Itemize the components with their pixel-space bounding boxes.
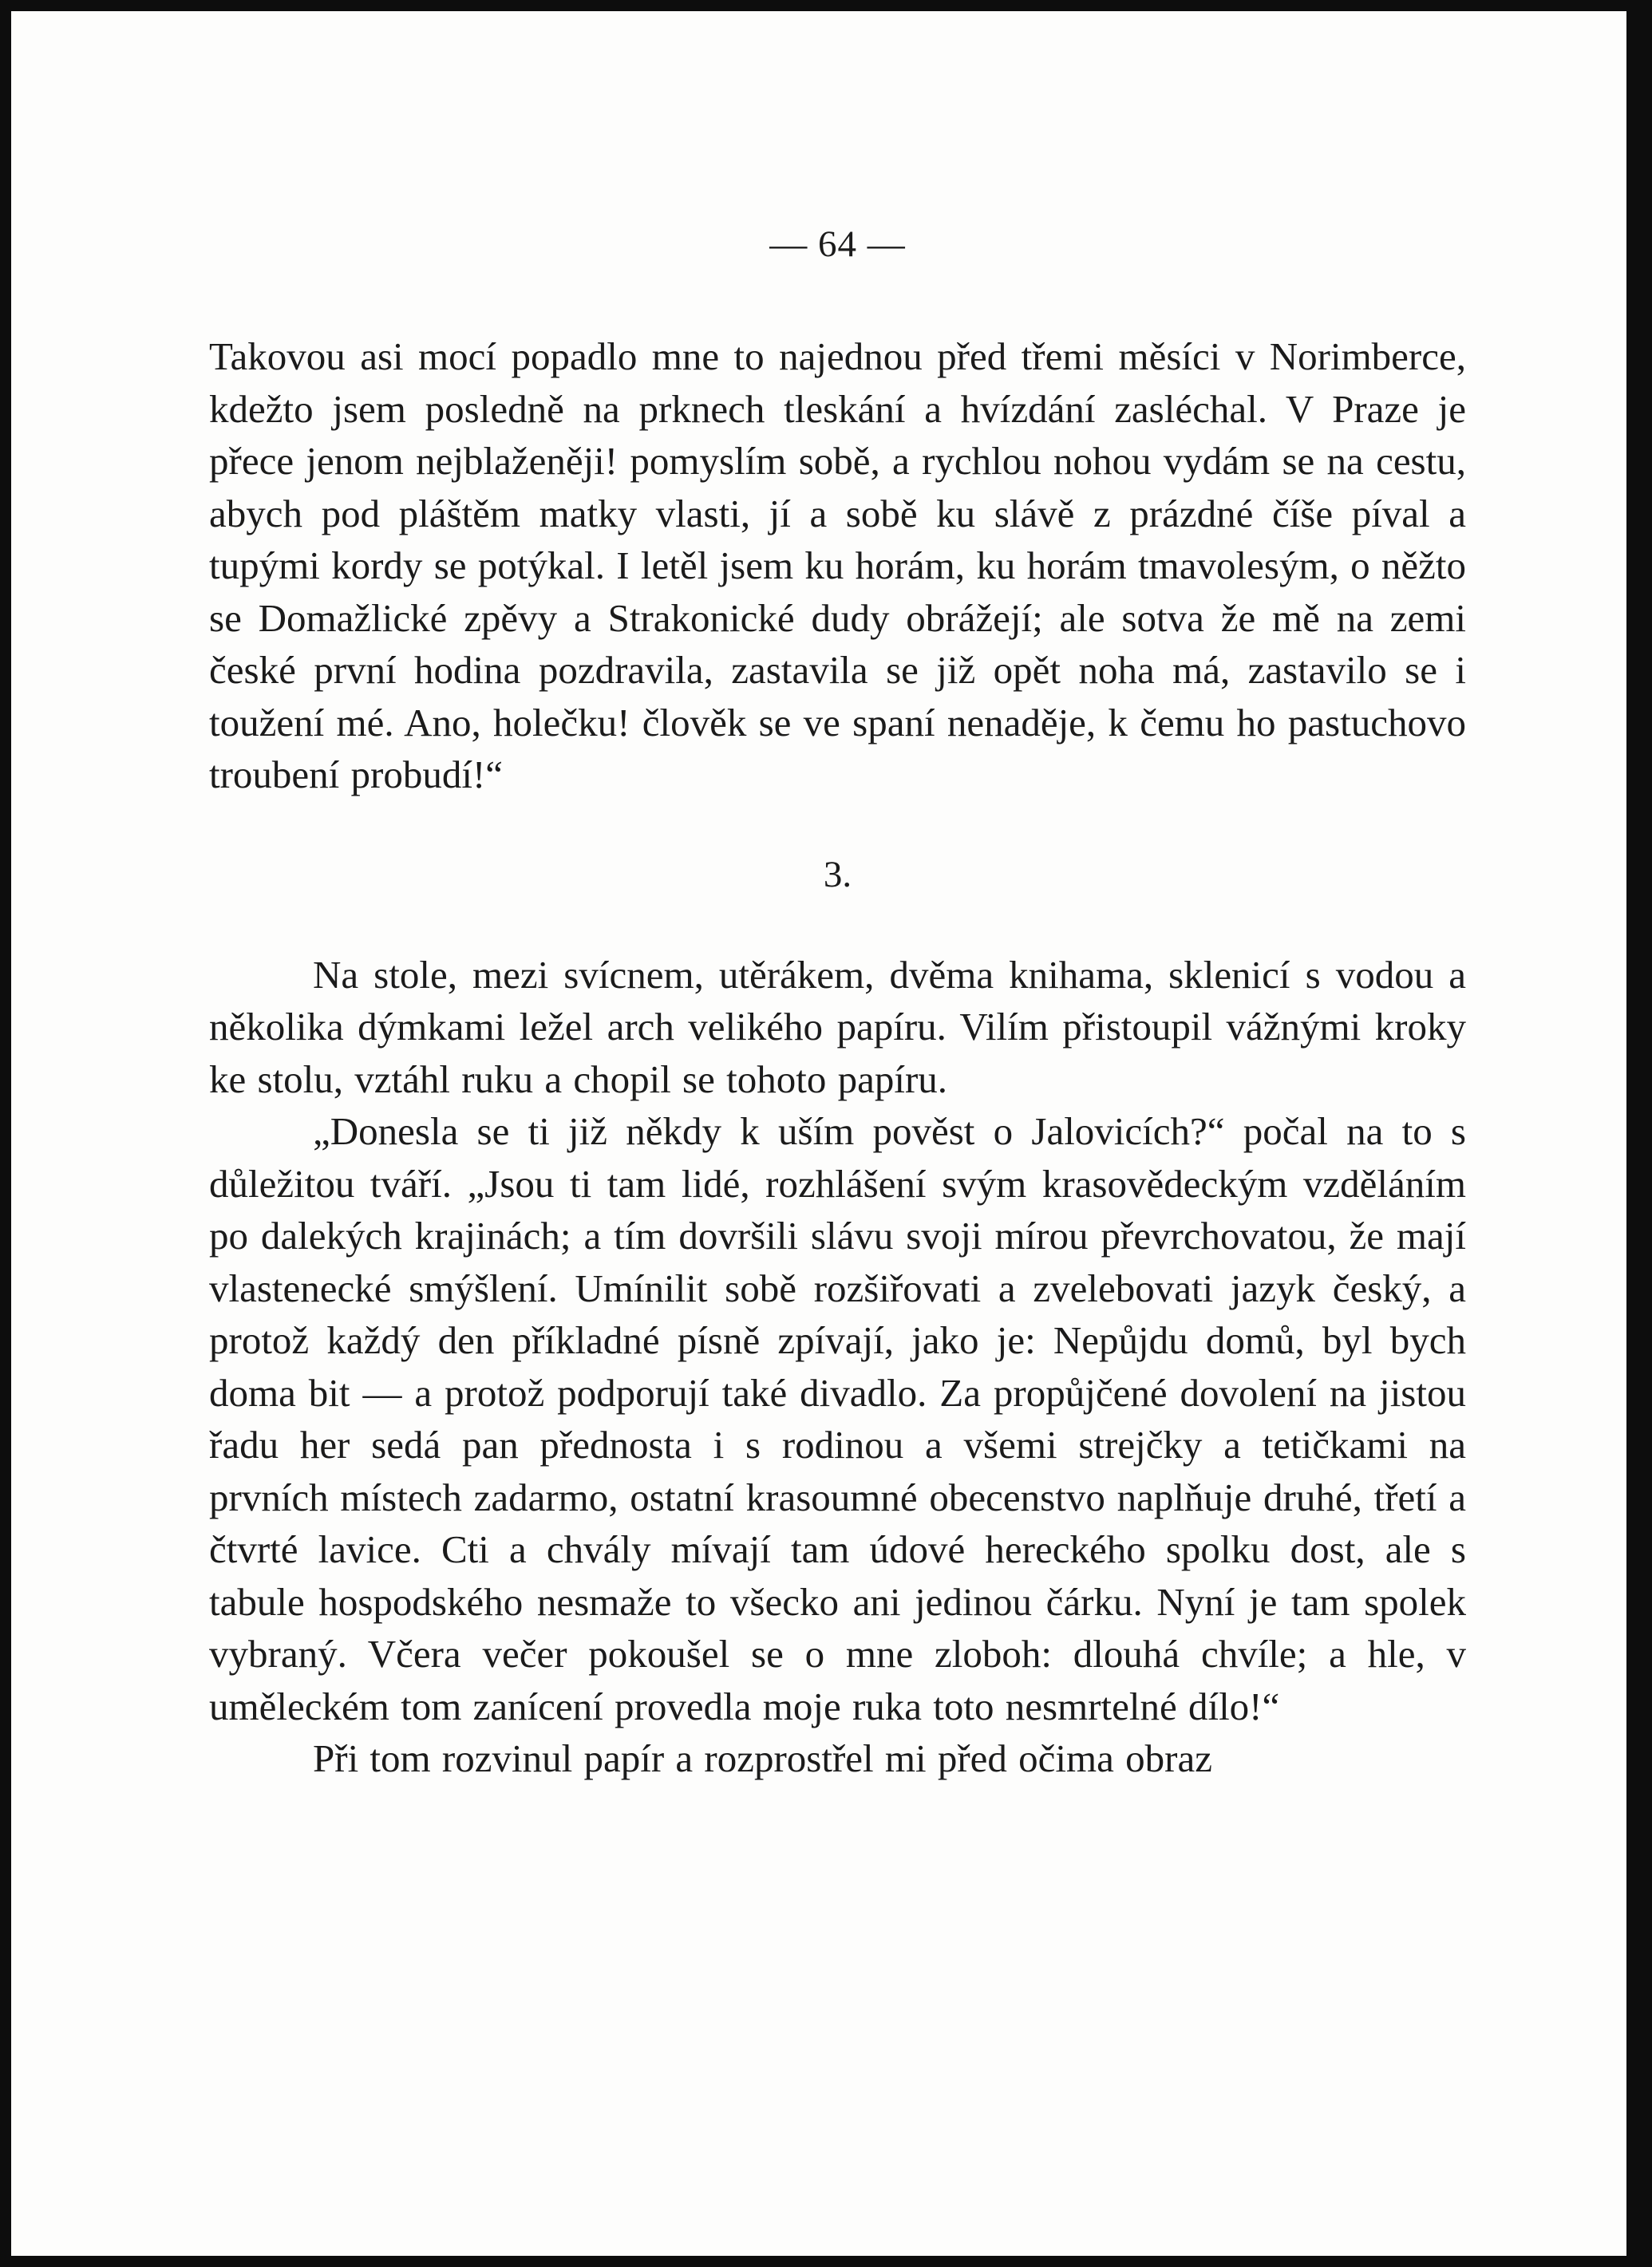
section-number: 3. (823, 853, 852, 895)
page-number: — 64 — (769, 223, 906, 265)
paragraph-jalovice-story: „Donesla se ti již někdy k uším pověst o Jalovicích?“ počal na to s důležitou tváří. „Jsou ti tam lidé, rozhlášení svým krasovědeckým vzděláním po dalekých krajinách; a tím dovršili slávu svoji mírou převrchovatou, že mají vlastenecké smýšlení. Umínilit sobě rozšiřovati a zvelebovati jazyk český, a protož každý den příkladné písně zpívají, jako je: Nepůjdu domů, byl bych doma bit — a protož podporují také divadlo. Za propůjčené dovolení na jistou řadu her sedá pan přednosta i s rodinou a všemi strejčky a tetičkami na prvních místech zadarmo, ostatní krasoumné obecenstvo naplňuje druhé, třetí a čtvrté lavice. Cti a chvály mívají tam údové hereckého spolku dost, ale s tabule hospodského nesmaže to všecko ani jedinou čárku. Nyní je tam spolek vybraný. Včera večer pokoušel se o mne zloboh: dlouhá chvíle; a hle, v uměleckém tom zanícení provedla moje ruka toto nesmrtelné dílo!“ (209, 1109, 1466, 1728)
book-page (209, 220, 1466, 1785)
paragraph-unrolled-paper: Při tom rozvinul papír a rozprostřel mi před očima obraz (313, 1736, 1212, 1780)
paragraph-table-scene: Na stole, mezi svícnem, utěrákem, dvěma knihama, sklenicí s vodou a několika dýmkami ležel arch velikého papíru. Vilím přistoupil vážnými kroky ke stolu, vztáhl ruku a chopil se tohoto papíru. (209, 952, 1466, 1101)
paragraph-opening: Takovou asi mocí popadlo mne to najednou před třemi měsíci v Norimberce, kdežto jsem posledně na prknech tleskání a hvízdání zasléchal. V Praze je přece jenom nejblaženěji! pomyslím sobě, a rychlou nohou vydám se na cestu, abych pod pláštěm matky vlasti, jí a sobě ku slávě z prázdné číše píval a tupými kordy se potýkal. I letěl jsem ku horám, ku horám tmavolesým, o něžto se Domažlické zpěvy a Strakonické dudy obrážejí; ale sotva že mě na zemi české první hodina pozdravila, zastavila se již opět noha má, zastavilo se i toužení mé. Ano, holečku! člověk se ve spaní nenaděje, k čemu ho pastuchovo troubení probudí!“ (209, 334, 1466, 796)
